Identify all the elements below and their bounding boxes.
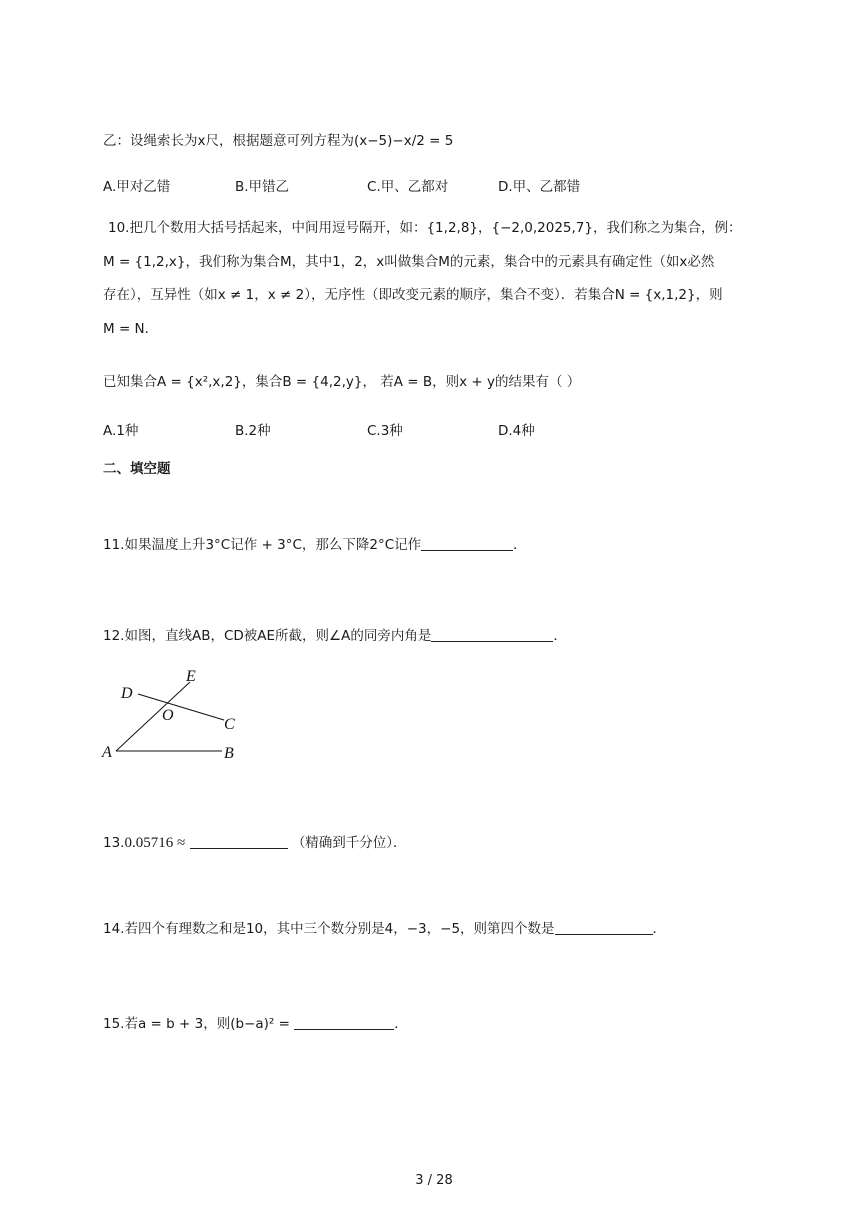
q10-question: 已知集合A = {x²,x,2}，集合B = {4,2,y}， 若A = B，则x + y的结果有（ ）	[103, 374, 581, 390]
q9-option-c: C.甲、乙都对	[367, 179, 449, 195]
line-dc	[138, 694, 224, 720]
q10-option-a: A.1种	[103, 423, 139, 439]
q9-option-d: D.甲、乙都错	[498, 179, 581, 195]
q15-text: 15.若a = b + 3，则(b−a)² =	[103, 1016, 290, 1032]
q9-option-a: A.甲对乙错	[103, 179, 171, 195]
label-c: C	[224, 716, 235, 733]
q10-option-c: C.3种	[367, 423, 403, 439]
q11-line	[103, 535, 527, 555]
q10-option-b: B.2种	[235, 423, 271, 439]
q12-text: 12.如图，直线AB，CD被AE所截，则∠A的同旁内角是	[103, 628, 432, 644]
q9-yi-line	[103, 131, 453, 151]
q11-answer-blank[interactable]	[421, 536, 513, 551]
label-o: O	[162, 707, 174, 724]
q12-line	[103, 626, 567, 646]
q9-yi-text: 乙：设绳索长为x尺，根据题意可列方程为(x−5)−x/2 = 5	[103, 133, 454, 149]
q10-line-1: 10.把几个数用大括号括起来，中间用逗号隔开，如：{1,2,8}，{−2,0,2025,7}，我们称之为集合，例：	[108, 220, 742, 236]
q10-line-2: M = {1,2,x}，我们称为集合M，其中1，2，x叫做集合M的元素，集合中的元素具有确定性（如x必然	[103, 254, 715, 270]
q12-answer-blank[interactable]	[431, 627, 553, 642]
q13-line	[103, 833, 407, 853]
page-number: 3 / 28	[415, 1173, 453, 1188]
q11-end: ．	[513, 537, 527, 553]
label-e: E	[186, 668, 196, 685]
label-d: D	[121, 685, 133, 702]
q10-option-d: D.4种	[498, 423, 535, 439]
q15-end: ．	[394, 1016, 408, 1032]
q10-line-3: 存在），互异性（如x ≠ 1，x ≠ 2），无序性（即改变元素的顺序，集合不变）．若集合N = {x,1,2}，则	[103, 287, 723, 303]
label-a: A	[102, 744, 112, 761]
geometry-figure	[100, 665, 250, 765]
q13-number: 0.05716 ≈	[124, 835, 186, 851]
q13-suffix: （精确到千分位）．	[291, 835, 407, 851]
q10-line-4: M = N．	[103, 321, 159, 337]
q15-answer-blank[interactable]	[294, 1015, 394, 1030]
q14-line	[103, 919, 666, 939]
label-b: B	[224, 745, 234, 762]
q13-answer-blank[interactable]	[190, 834, 288, 849]
q11-text: 11.如果温度上升3°C记作 + 3°C，那么下降2°C记作	[103, 537, 422, 553]
q13-prefix: 13.	[103, 835, 125, 851]
section-title: 二、填空题	[103, 461, 171, 477]
q14-end: ．	[652, 921, 667, 937]
q12-end: ．	[553, 628, 567, 644]
q14-text: 14.若四个有理数之和是10，其中三个数分别是4，−3，−5，则第四个数是	[103, 921, 555, 937]
q9-option-b: B.甲错乙	[235, 179, 290, 195]
q15-line	[103, 1014, 408, 1034]
q14-answer-blank[interactable]	[555, 920, 653, 935]
